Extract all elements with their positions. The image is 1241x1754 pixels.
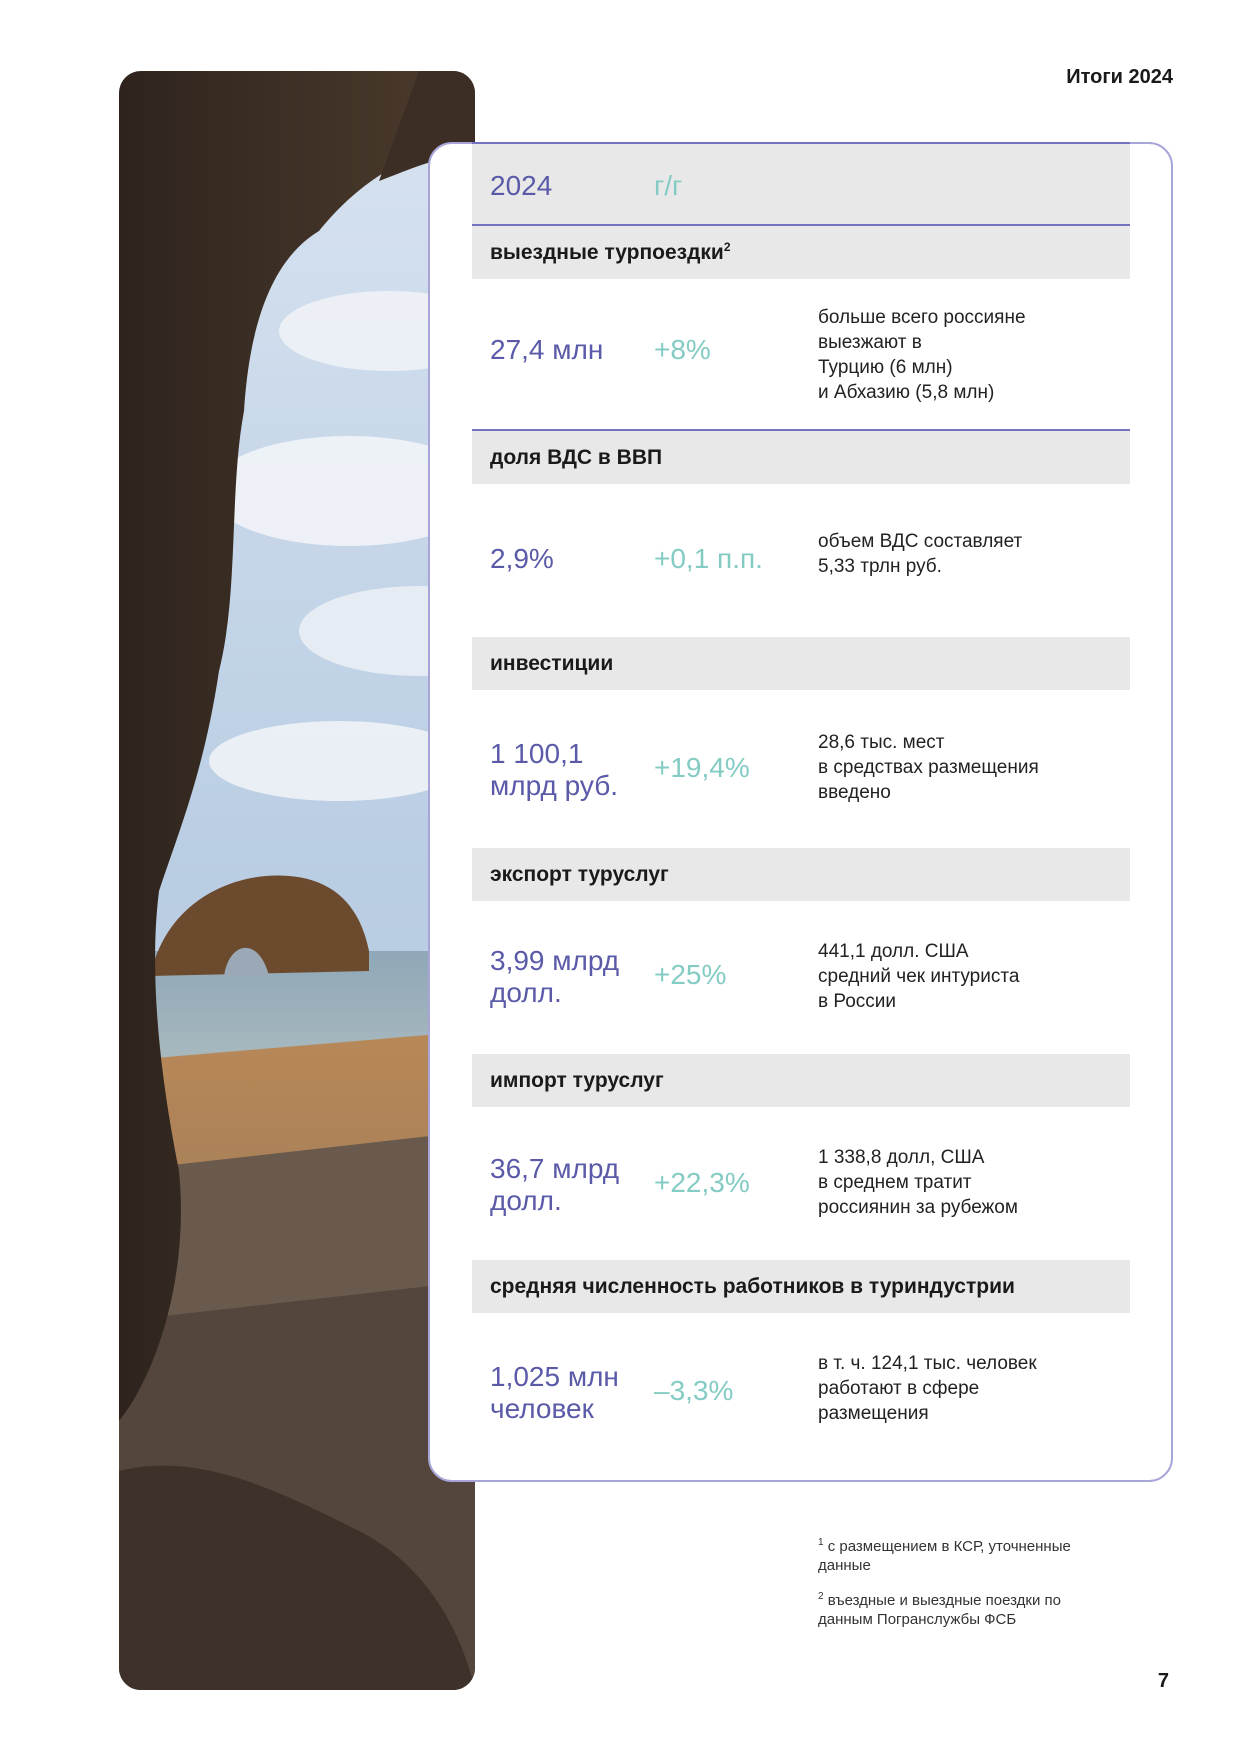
change: +22,3% [654,1167,750,1198]
section-title-text: выездные турпоездки [490,241,724,264]
note-line: 441,1 долл. США [818,941,969,962]
note [818,1145,1118,1220]
note-line: в России [818,991,897,1012]
note-line: введено [818,782,891,803]
note-line: 28,6 тыс. мест [818,732,945,753]
page-number: 7 [1157,1670,1169,1692]
section-row-import [472,1107,1130,1257]
section-row-outbound-trips [472,279,1130,429]
footnote-2 [818,1587,1118,1629]
report-title: Итоги 2024 [1066,66,1173,88]
section-row-gva-share [472,484,1130,634]
section-title-export: экспорт туруслуг [472,848,1130,901]
note [818,939,1118,1014]
column-change: г/г [654,170,683,201]
value: 3,99 млрд долл. [490,945,620,1008]
footnote-mark: 2 [723,240,731,254]
note-line: 5,33 трлн руб. [818,556,942,577]
column-year: 2024 [490,170,553,201]
section-title-import: импорт туруслуг [472,1054,1130,1107]
change: +0,1 п.п. [654,543,763,574]
section-row-employment [472,1313,1130,1463]
note-line: размещения [818,1403,929,1424]
footnote-mark: 1 [818,1537,824,1548]
value: 1 100,1 млрд руб. [490,738,619,801]
change: +19,4% [654,752,750,783]
note-line: россиянин за рубежом [818,1197,1018,1218]
table-column-header [472,142,1130,226]
footnotes [818,1533,1118,1641]
footnote-mark: 2 [818,1591,824,1602]
value: 36,7 млрд долл. [490,1153,620,1216]
note [818,529,1118,579]
note [818,305,1118,405]
note-line: в т. ч. 124,1 тыс. человек [818,1353,1037,1374]
coastal-cave-photo [119,71,475,1690]
section-row-investments [472,690,1130,840]
note-line: объем ВДС составляет [818,531,1023,552]
note [818,1351,1118,1426]
note-line: выезжают в [818,332,922,353]
note-line: Турцию (6 млн) [818,357,953,378]
note-line: и Абхазию (5,8 млн) [818,382,995,403]
note-line: в средствах размещения [818,757,1039,778]
value: 2,9% [490,543,554,574]
value: 27,4 млн [490,334,604,365]
value: 1,025 млн человек [490,1361,619,1424]
section-row-export [472,901,1130,1051]
section-title-investments: инвестиции [472,637,1130,690]
change: –3,3% [654,1375,734,1406]
footnote-text: въездные и выездные поездки по данным Погранслужбы ФСБ [818,1592,1062,1628]
section-title-gva-share: доля ВДС в ВВП [472,431,1130,484]
note [818,730,1118,805]
note-line: 1 338,8 долл, США [818,1147,985,1168]
change: +25% [654,959,727,990]
footnote-text: с размещением в КСР, уточненные данные [818,1538,1071,1574]
note-line: в среднем тратит [818,1172,972,1193]
change: +8% [654,334,711,365]
note-line: работают в сфере [818,1378,980,1399]
note-line: больше всего россияне [818,307,1026,328]
note-line: средний чек интуриста [818,966,1020,987]
footnote-1 [818,1533,1118,1575]
section-title-outbound-trips [472,226,1130,279]
section-title-employment: средняя численность работников в туриндустрии [472,1260,1130,1313]
